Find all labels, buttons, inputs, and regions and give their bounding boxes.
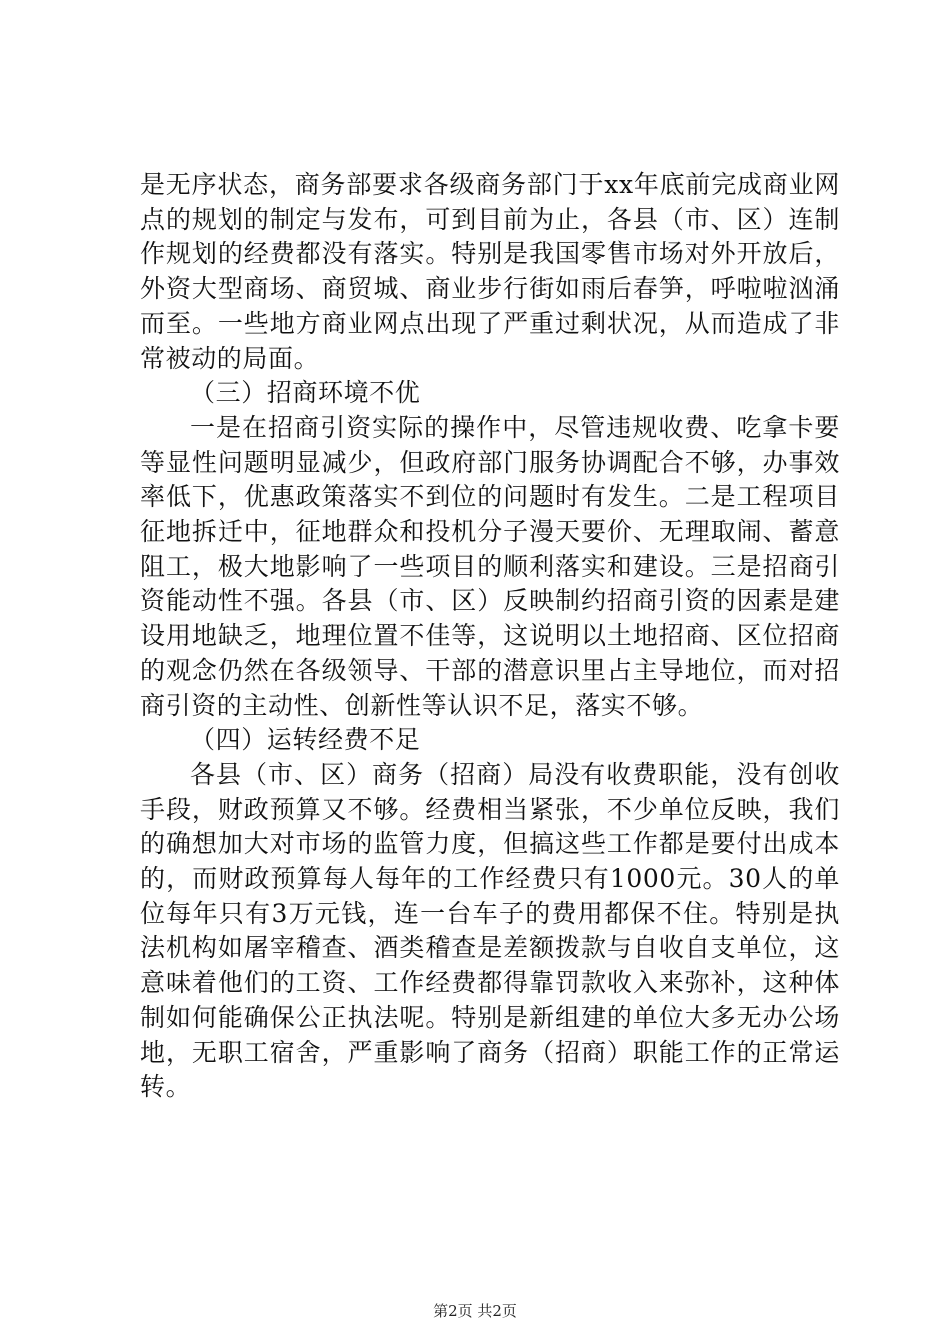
document-body <box>140 168 840 1105</box>
paragraph-investment-environment: 一是在招商引资实际的操作中，尽管违规收费、吃拿卡要等显性问题明显减少，但政府部门服务协调配合不够，办事效率低下，优惠政策落实不到位的问题时有发生。二是工程项目征地拆迁中，征地群众和投机分子漫天要价、无理取闹、蓄意阻工，极大地影响了一些项目的顺利落实和建设。三是招商引资能动性不强。各县（市、区）反映制约招商引资的因素是建设用地缺乏，地理位置不佳等，这说明以土地招商、区位招商的观念仍然在各级领导、干部的潜意识里占主导地位，而对招商引资的主动性、创新性等认识不足，落实不够。 <box>140 412 840 720</box>
paragraph-continuation: 是无序状态，商务部要求各级商务部门于xx年底前完成商业网点的规划的制定与发布，可到目前为止，各县（市、区）连制作规划的经费都没有落实。特别是我国零售市场对外开放后，外资大型商场、商贸城、商业步行街如雨后春笋，呼啦啦汹涌而至。一些地方商业网点出现了严重过剩状况，从而造成了非常被动的局面。 <box>140 170 840 373</box>
paragraph-operating-funds: 各县（市、区）商务（招商）局没有收费职能，没有创收手段，财政预算又不够。经费相当紧张，不少单位反映，我们的确想加大对市场的监管力度，但搞这些工作都是要付出成本的，而财政预算每人每年的工作经费只有1000元。30人的单位每年只有3万元钱，连一台车子的费用都保不住。特别是执法机构如屠宰稽查、酒类稽查是差额拨款与自收自支单位，这意味着他们的工资、工作经费都得靠罚款收入来弥补，这种体制如何能确保公正执法呢。特别是新组建的单位大多无办公场地，无职工宿舍，严重影响了商务（招商）职能工作的正常运转。 <box>140 759 840 1102</box>
section-heading-3: （三）招商环境不优 <box>190 378 421 408</box>
section-heading-4: （四）运转经费不足 <box>190 725 421 755</box>
page-number-footer: 第2页 共2页 <box>433 1302 517 1320</box>
